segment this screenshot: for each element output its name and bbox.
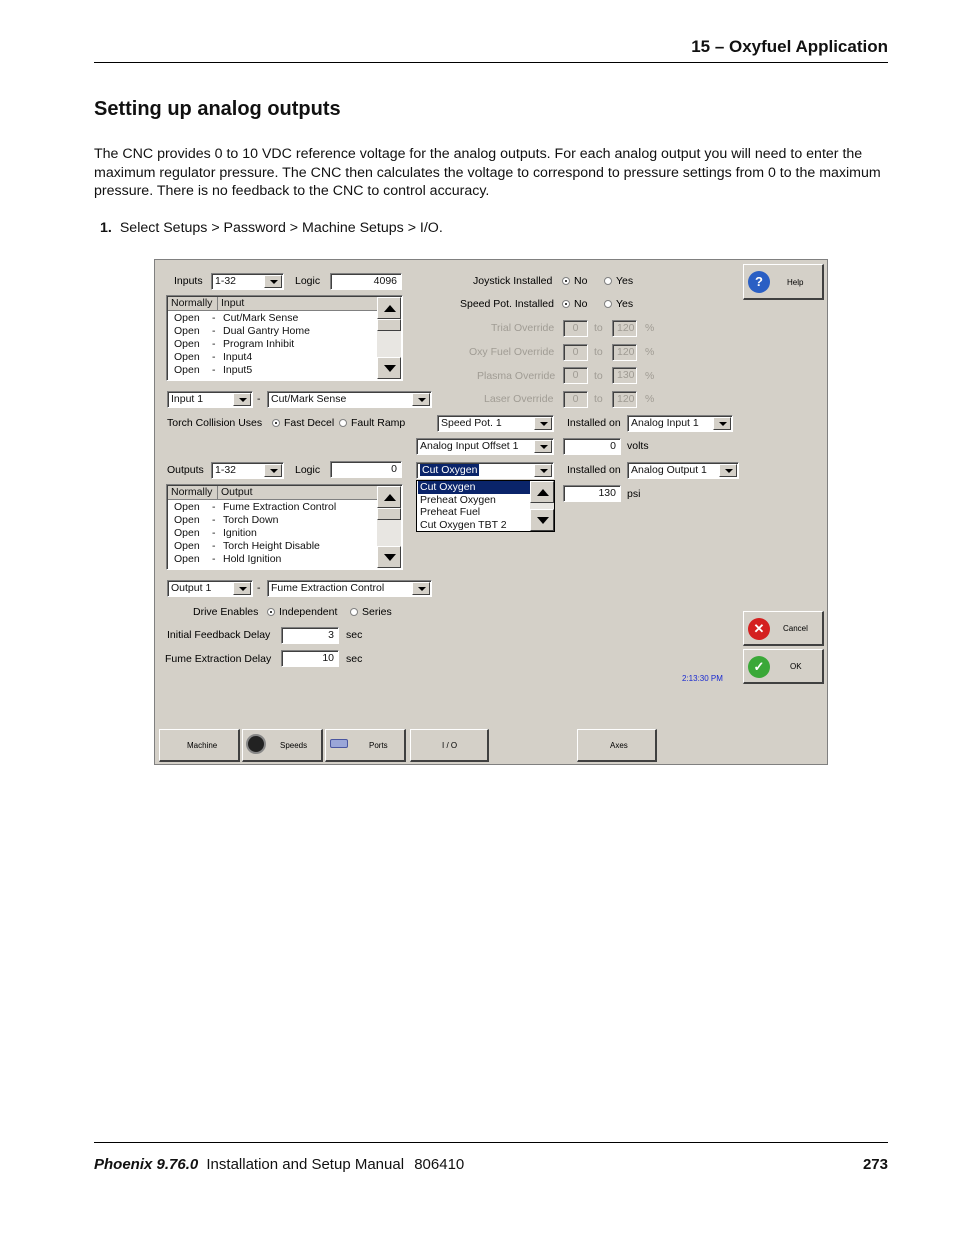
clock: 2:13:30 PM [682,674,723,683]
footer-left [94,1156,464,1173]
chevron-down-icon [534,417,552,430]
outputs-logic-value[interactable]: 0 [330,461,402,478]
ports-label: Ports [369,741,388,750]
outputs-logic-label: Logic [295,464,321,476]
speed-pot-no-label: No [574,298,588,310]
page-number: 273 [862,1156,888,1173]
max-pressure-input[interactable]: 130 [563,485,621,502]
analog-input-offset-select[interactable]: Analog Input Offset 1 [416,438,554,455]
outputs-scrollbar[interactable] [377,486,401,568]
outputs-range-select[interactable]: 1-32 [211,462,284,479]
cancel-button[interactable] [743,611,824,646]
help-label: Help [787,278,804,287]
cancel-label: Cancel [783,624,808,633]
ok-button[interactable] [743,649,824,684]
chevron-down-icon [534,464,552,477]
speed-pot-yes-radio[interactable] [604,300,612,308]
io-button[interactable] [410,729,489,762]
speedometer-icon [246,734,266,754]
io-setup-screenshot [154,259,828,765]
installed-on-label: Installed on [567,464,621,476]
dash: - [257,393,261,405]
dropdown-option[interactable]: Preheat Fuel [420,506,481,518]
chevron-down-icon [713,417,731,430]
joystick-label: Joystick Installed [473,275,553,287]
col-normally: Normally [168,297,218,310]
axes-label: Axes [610,741,628,750]
section-title: Setting up analog outputs [94,98,341,120]
step-1 [100,220,443,236]
col-normally: Normally [168,486,218,499]
serial-port-icon [330,739,348,748]
analog-input-offset-value[interactable]: 0 [563,438,621,455]
analog-output-dropdown-list[interactable] [416,480,555,532]
header-rule [94,62,888,63]
scroll-thumb[interactable] [377,319,401,331]
chapter-header: 15 – Oxyfuel Application [691,37,888,56]
joystick-no-label: No [574,275,588,287]
percent-unit: % [645,393,655,405]
plasma-override-label: Plasma Override [477,370,556,382]
scroll-down-icon[interactable] [377,546,401,568]
fume-extraction-delay-label: Fume Extraction Delay [165,653,272,665]
drive-enables-label: Drive Enables [193,606,259,618]
col-output: Output [218,486,379,499]
to-label: to [594,370,603,382]
doc-number: 806410 [414,1156,465,1173]
inputs-logic-label: Logic [295,275,321,287]
manual-name: Installation and Setup Manual [206,1156,405,1173]
sec-unit: sec [346,629,363,641]
scroll-down-icon[interactable] [377,357,401,379]
installed-on-label: Installed on [567,417,621,429]
chevron-down-icon [719,464,737,477]
inputs-list[interactable]: Normally Input Open - Cut/Mark Sense Open - Dual Gantry Home Open - Program Inhibit Open - Input4 Open - Input5 [166,295,403,381]
help-icon: ? [748,271,770,293]
fault-ramp-label: Fault Ramp [351,417,406,429]
inputs-list-header [168,297,379,311]
independent-radio[interactable] [267,608,275,616]
dropdown-option[interactable]: Preheat Oxygen [420,493,496,506]
independent-label: Independent [279,606,338,618]
joystick-no-radio[interactable] [562,277,570,285]
close-icon: ✕ [748,618,770,640]
help-button[interactable] [743,264,824,300]
footer-rule [94,1142,888,1143]
io-label: I / O [442,741,458,750]
ports-button[interactable] [325,729,406,762]
fast-decel-label: Fast Decel [284,417,335,429]
speed-pot-label: Speed Pot. Installed [460,298,554,310]
oxy-fuel-override-min: 0 [563,344,588,361]
dash: - [257,582,261,594]
inputs-logic-value[interactable]: 4096 [330,273,402,290]
product-name: Phoenix 9.76.0 [94,1156,199,1173]
chevron-down-icon [233,393,251,406]
joystick-yes-label: Yes [616,275,634,287]
scroll-up-icon[interactable] [377,486,401,508]
trial-override-max: 120 [612,320,637,337]
inputs-range-select[interactable]: 1-32 [211,273,284,290]
chevron-down-icon [264,275,282,288]
chevron-down-icon [412,393,430,406]
machine-button[interactable] [159,729,240,762]
speed-pot-yes-label: Yes [616,298,634,310]
percent-unit: % [645,322,655,334]
plasma-override-max: 130 [612,367,637,384]
oxy-fuel-override-max: 120 [612,344,637,361]
inputs-label: Inputs [174,275,203,287]
to-label: to [594,322,603,334]
torch-collision-label: Torch Collision Uses [167,417,263,429]
analog-input-function-select[interactable]: Speed Pot. 1 [437,415,554,432]
laser-override-label: Laser Override [484,393,554,405]
dropdown-option[interactable]: Cut Oxygen TBT 2 [420,518,507,531]
inputs-scrollbar[interactable] [377,297,401,379]
percent-unit: % [645,370,655,382]
initial-feedback-delay-input[interactable]: 3 [281,627,339,644]
trial-override-min: 0 [563,320,588,337]
checkmark-icon: ✓ [748,656,770,678]
outputs-label: Outputs [167,464,204,476]
volts-unit: volts [627,440,649,452]
chevron-down-icon [412,582,430,595]
initial-feedback-delay-label: Initial Feedback Delay [167,629,271,641]
trial-override-label: Trial Override [491,322,555,334]
percent-unit: % [645,346,655,358]
step-number: 1. [100,220,112,236]
chevron-down-icon [233,582,251,595]
speeds-button[interactable] [242,729,323,762]
series-radio[interactable] [350,608,358,616]
fast-decel-radio[interactable] [272,419,280,427]
dropdown-option[interactable]: Cut Oxygen [418,481,531,494]
axes-button[interactable] [577,729,657,762]
outputs-list-header [168,486,379,500]
laser-override-max: 120 [612,391,637,408]
intro-paragraph: The CNC provides 0 to 10 VDC reference voltage for the analog outputs. For each analog output you will need to enter the maximum regulator pressure. The CNC then calculates the voltage to correspond to pressure settings from 0 to the maximum pressure. There is no feedback to the CNC to control accuracy. [94,146,881,199]
sec-unit: sec [346,653,363,665]
speed-pot-no-radio[interactable] [562,300,570,308]
analog-output-installed-select[interactable]: Analog Output 1 [627,462,739,479]
dropdown-scrollbar[interactable] [530,481,554,531]
fault-ramp-radio[interactable] [339,419,347,427]
oxy-fuel-override-label: Oxy Fuel Override [469,346,555,358]
fume-extraction-delay-input[interactable]: 10 [281,650,339,667]
scroll-up-icon[interactable] [530,481,554,503]
outputs-list[interactable]: Normally Output Open - Fume Extraction Control Open - Torch Down Open - Ignition Open - Torch Height Disable Open - Hold Ignition [166,484,403,570]
machine-label: Machine [187,741,218,750]
scroll-up-icon[interactable] [377,297,401,319]
psi-unit: psi [627,488,641,500]
analog-output-function-select[interactable]: Cut Oxygen [416,462,554,479]
col-input: Input [218,297,379,310]
output-function-select[interactable]: Fume Extraction Control [267,580,432,597]
step-text: Select Setups > Password > Machine Setups > I/O. [119,220,443,236]
output-number-select[interactable]: Output 1 [167,580,253,597]
series-label: Series [362,606,392,618]
plasma-override-min: 0 [563,367,588,384]
analog-input-installed-select[interactable]: Analog Input 1 [627,415,733,432]
speeds-label: Speeds [280,741,308,750]
to-label: to [594,393,603,405]
input-function-select[interactable]: Cut/Mark Sense [267,391,432,408]
chevron-down-icon [264,464,282,477]
joystick-yes-radio[interactable] [604,277,612,285]
chevron-down-icon [534,440,552,453]
ok-label: OK [790,662,802,671]
laser-override-min: 0 [563,391,588,408]
input-number-select[interactable]: Input 1 [167,391,253,408]
to-label: to [594,346,603,358]
scroll-down-icon[interactable] [530,509,554,531]
scroll-thumb[interactable] [377,508,401,520]
